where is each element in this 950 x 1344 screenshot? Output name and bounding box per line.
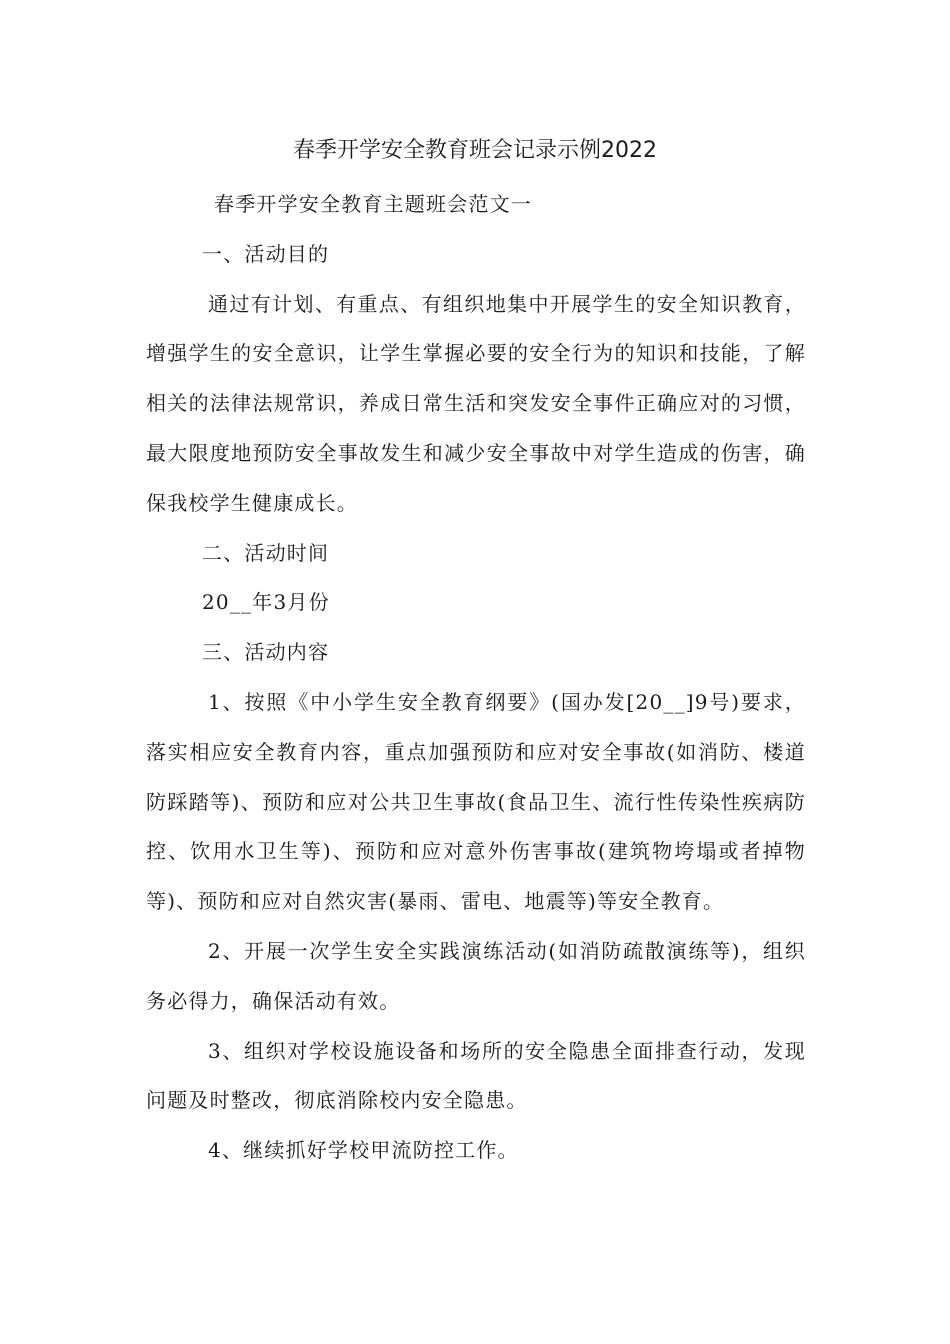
heading-activity-content: 三、活动内容 (202, 640, 330, 665)
section-subtitle: 春季开学安全教育主题班会范文一 (214, 192, 532, 216)
heading-activity-time: 二、活动时间 (202, 540, 330, 565)
paragraph-content-item-1: 1、按照《中小学生安全教育纲要》(国办发[20__]9号)要求，落实相应安全教育内容，重点加强预防和应对安全事故(如消防、楼道防踩踏等)、预防和应对公共卫生事故(食品卫生、流行性传染性疾病防控、饮用水卫生等)、预防和应对意外伤害事故(建筑物垮塌或者掉物等)、预防和应对自然灾害(暴雨、雷电、地震等)等安全教育。 (146, 689, 806, 914)
paragraph-content-item-3: 3、组织对学校设施设备和场所的安全隐患全面排查行动，发现问题及时整改，彻底消除校内安全隐患。 (146, 1038, 806, 1113)
paragraph-activity-time: 20__年3月份 (202, 590, 330, 615)
document-title: 春季开学安全教育班会记录示例2022 (293, 138, 657, 163)
paragraph-content-item-4: 4、继续抓好学校甲流防控工作。 (208, 1138, 519, 1163)
document-body (146, 180, 806, 1176)
heading-activity-purpose: 一、活动目的 (202, 241, 330, 266)
paragraph-content-item-2: 2、开展一次学生安全实践演练活动(如消防疏散演练等)，组织务必得力，确保活动有效。 (146, 938, 806, 1013)
paragraph-activity-purpose: 通过有计划、有重点、有组织地集中开展学生的安全知识教育，增强学生的安全意识，让学生掌握必要的安全行为的知识和技能，了解相关的法律法规常识，养成日常生活和突发安全事件正确应对的习惯，最大限度地预防安全事故发生和减少安全事故中对学生造成的伤害，确保我校学生健康成长。 (146, 291, 806, 515)
